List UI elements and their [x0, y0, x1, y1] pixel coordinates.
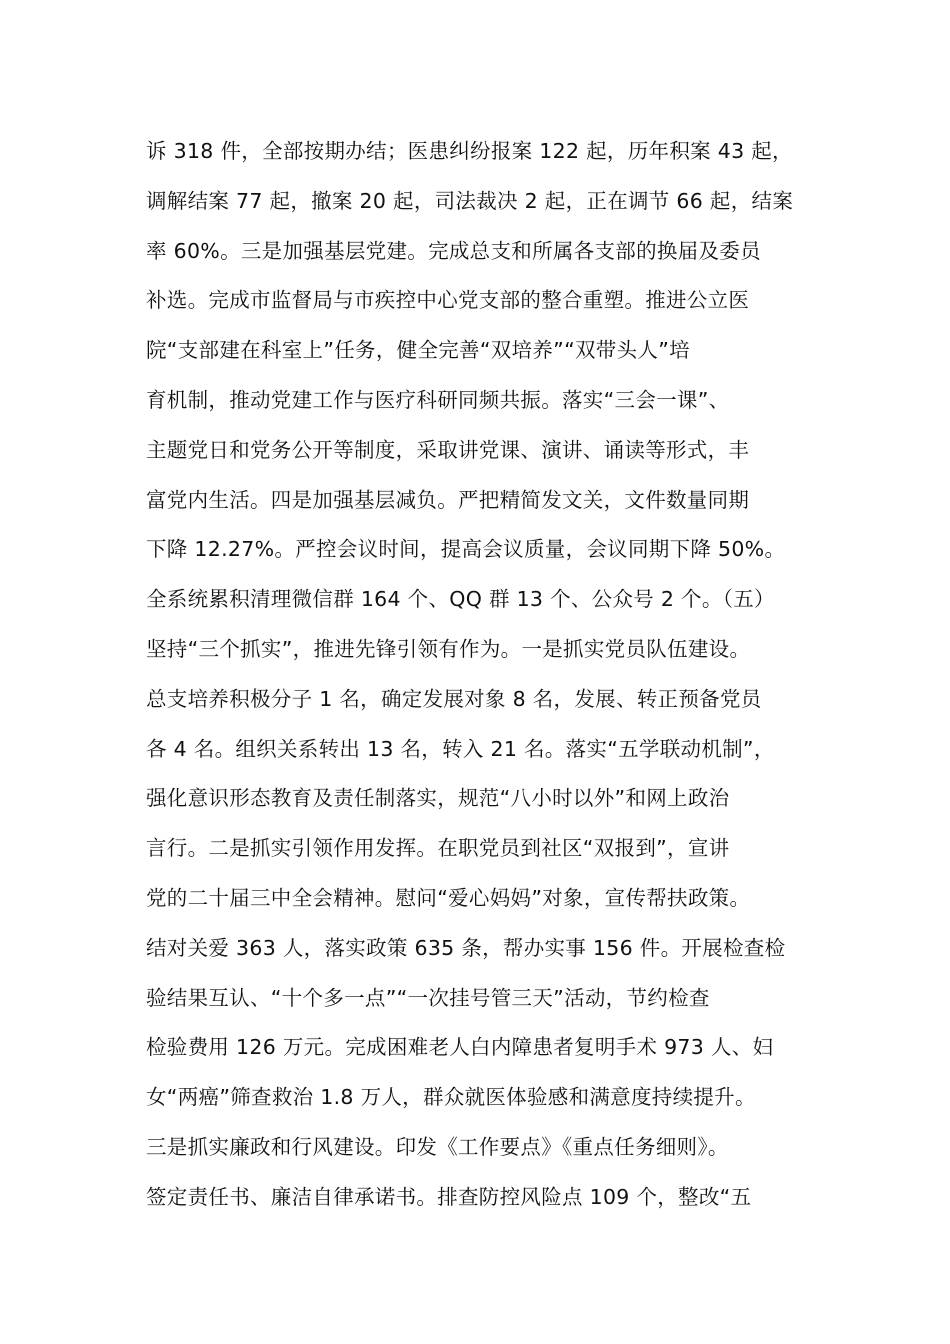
text-line: 党的二十届三中全会精神。慰问“爱心妈妈”对象，宣传帮扶政策。 [146, 885, 751, 910]
text-line: 总支培养积极分子 1 名，确定发展对象 8 名，发展、转正预备党员 [146, 686, 762, 711]
text-line: 调解结案 77 起，撤案 20 起，司法裁决 2 起，正在调节 66 起，结案 [146, 188, 794, 213]
text-line: 三是抓实廉政和行风建设。印发《工作要点》《重点任务细则》。 [146, 1134, 729, 1159]
text-line: 言行。二是抓实引领作用发挥。在职党员到社区“双报到”，宣讲 [146, 836, 730, 861]
text-line: 各 4 名。组织关系转出 13 名，转入 21 名。落实“五学联动机制”， [146, 736, 775, 761]
text-line: 下降 12.27%。严控会议时间，提高会议质量，会议同期下降 50%。 [146, 537, 786, 562]
text-line: 富党内生活。四是加强基层减负。严把精简发文关，文件数量同期 [146, 487, 750, 512]
text-line: 补选。完成市监督局与市疾控中心党支部的整合重塑。推进公立医 [146, 288, 750, 313]
text-line: 检验费用 126 万元。完成困难老人白内障患者复明手术 973 人、妇 [146, 1035, 774, 1060]
text-line: 诉 318 件，全部按期办结；医患纠纷报案 122 起，历年积案 43 起， [146, 139, 793, 163]
text-line: 结对关爱 363 人，落实政策 635 条，帮办实事 156 件。开展检查检 [146, 935, 786, 960]
body-text [146, 127, 826, 1223]
text-line: 验结果互认、“十个多一点”“一次挂号管三天”活动，节约检查 [146, 985, 710, 1010]
text-line: 女“两癌”筛查救治 1.8 万人，群众就医体验感和满意度持续提升。 [146, 1085, 756, 1110]
text-line: 率 60%。三是加强基层党建。完成总支和所属各支部的换届及委员 [146, 238, 761, 263]
text-line: 育机制，推动党建工作与医疗科研同频共振。落实“三会一课”、 [146, 387, 730, 412]
text-line: 强化意识形态教育及责任制落实，规范“八小时以外”和网上政治 [146, 786, 730, 811]
text-line: 院“支部建在科室上”任务，健全完善“双培养”“双带头人”培 [146, 338, 690, 363]
text-line: 签定责任书、廉洁自律承诺书。排查防控风险点 109 个，整改“五 [146, 1184, 752, 1209]
text-line: 主题党日和党务公开等制度，采取讲党课、演讲、诵读等形式，丰 [146, 437, 750, 462]
text-line: 坚持“三个抓实”，推进先锋引领有作为。一是抓实党员队伍建设。 [146, 636, 751, 661]
text-line: 全系统累积清理微信群 164 个、QQ 群 13 个、公众号 2 个。（五） [146, 587, 775, 612]
